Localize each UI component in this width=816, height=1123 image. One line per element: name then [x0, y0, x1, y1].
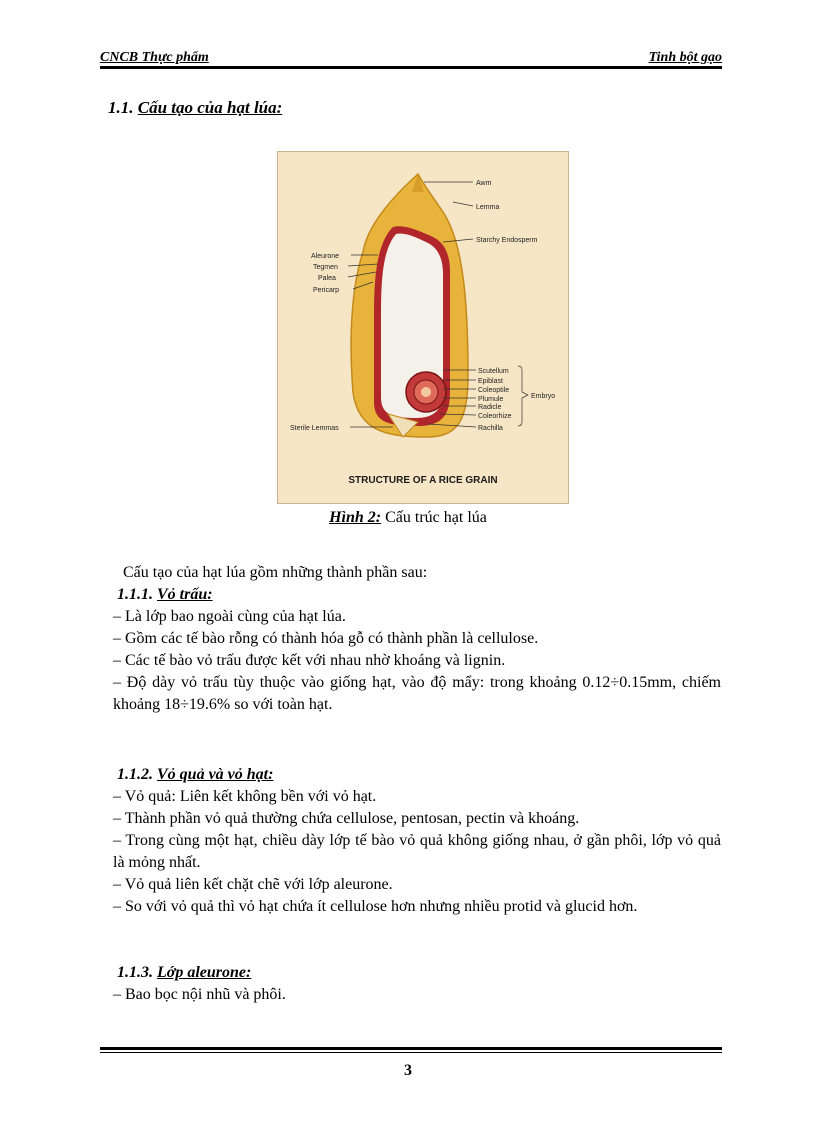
label-aleurone: Aleurone — [311, 253, 340, 260]
label-starchy-endosperm: Starchy Endosperm — [476, 237, 538, 244]
subsection-1-1-1-heading — [113, 584, 721, 606]
label-coleoptile: Coleoptile — [478, 387, 510, 394]
label-tegmen: Tegmen — [313, 264, 338, 271]
figure-title: STRUCTURE OF A RICE GRAIN — [348, 475, 498, 486]
list-item: – Trong cùng một hạt, chiều dày lớp tế bào vỏ quả không giống nhau, ở gần phôi, lớp vỏ quả là mỏng nhất. — [113, 832, 721, 871]
label-awn: Awm — [476, 180, 492, 187]
label-coleorhize: Coleorhize — [478, 413, 512, 420]
label-scutellum: Scutellum — [478, 368, 509, 375]
list-item: – Vỏ quả: Liên kết không bền với vỏ hạt. — [113, 788, 377, 805]
header-rule — [100, 66, 722, 69]
figure-caption — [0, 509, 816, 527]
label-embryo: Embryo — [531, 393, 556, 400]
caption-text: Cấu trúc hạt lúa — [381, 509, 487, 526]
label-pericarp: Pericarp — [313, 287, 340, 294]
subsection-number: 1.1.3. — [117, 964, 153, 981]
page-number: 3 — [404, 1062, 412, 1079]
list-item: – Là lớp bao ngoài cùng của hạt lúa. — [113, 608, 346, 625]
section-title — [108, 98, 282, 118]
subsection-title: Lớp aleurone: — [157, 964, 252, 981]
subsection-1-1-2-heading — [113, 764, 721, 786]
body-text-3 — [113, 962, 721, 1006]
header-left: CNCB Thực phẩm — [100, 50, 209, 65]
header-right: Tinh bột gạo — [648, 50, 722, 65]
section-number: 1.1. — [108, 98, 134, 117]
list-item: – So với vỏ quả thì vỏ hạt chứa ít cellulose hơn nhưng nhiều protid và glucid hơn. — [113, 898, 638, 915]
label-palea: Palea — [318, 275, 336, 282]
list-item: – Gồm các tế bào rỗng có thành hóa gỗ có thành phần là cellulose. — [113, 630, 539, 647]
label-lemma: Lemma — [476, 204, 500, 211]
list-item: – Bao bọc nội nhũ và phôi. — [113, 986, 286, 1003]
label-plumule: Plumule — [478, 396, 504, 403]
intro-paragraph: Cấu tạo của hạt lúa gồm những thành phần sau: — [123, 564, 428, 581]
label-sterile-lemmas: Sterile Lemmas — [290, 425, 339, 432]
footer-rule — [100, 1047, 722, 1050]
label-rachilla: Rachilla — [478, 425, 503, 432]
body-text-2 — [113, 764, 721, 918]
rice-grain-diagram — [278, 152, 568, 503]
list-item: – Vỏ quả liên kết chặt chẽ với lớp aleurone. — [113, 876, 393, 893]
subsection-number: 1.1.2. — [117, 766, 153, 783]
rice-grain-figure — [277, 151, 569, 504]
subsection-1-1-3-heading — [113, 962, 721, 984]
section-title-text: Cấu tạo của hạt lúa: — [137, 98, 283, 117]
caption-label: Hình 2: — [329, 509, 382, 526]
list-item: – Thành phần vỏ quả thường chứa cellulose, pentosan, pectin và khoáng. — [113, 810, 580, 827]
body-text — [113, 562, 721, 716]
subsection-title: Vỏ trấu: — [157, 586, 213, 603]
subsection-number: 1.1.1. — [117, 586, 153, 603]
list-item: – Các tế bào vỏ trấu được kết với nhau nhờ khoáng và lignin. — [113, 652, 506, 669]
label-radicle: Radicle — [478, 404, 502, 411]
list-item: – Độ dày vỏ trấu tùy thuộc vào giống hạt, vào độ mẩy: trong khoảng 0.12÷0.15mm, chiếm khoảng 18÷19.6% so với toàn hạt. — [113, 674, 721, 713]
footer-rule-thin — [100, 1052, 722, 1053]
label-epiblast: Epiblast — [478, 378, 503, 385]
subsection-title: Vỏ quả và vỏ hạt: — [157, 766, 274, 783]
